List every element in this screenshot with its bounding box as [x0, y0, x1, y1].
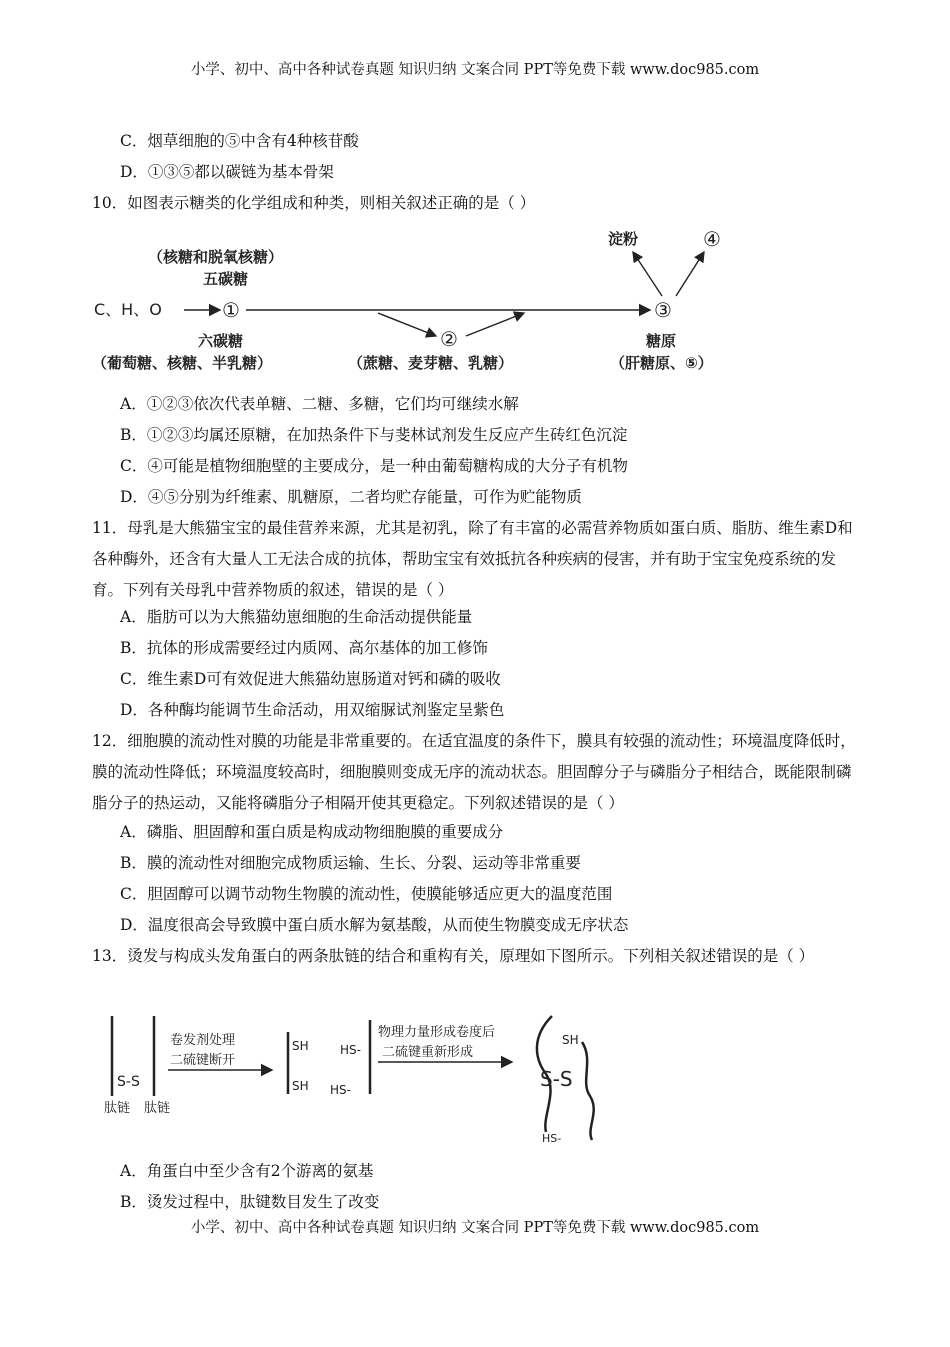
q11-option-b: B．抗体的形成需要经过内质网、高尔基体的加工修饰	[120, 639, 488, 657]
q12-option-b: B．膜的流动性对细胞完成物质运输、生长、分裂、运动等非常重要	[120, 854, 581, 872]
step1-text-a: 卷发剂处理	[170, 1033, 236, 1048]
arrow-3-to-4	[676, 252, 704, 296]
chain-label-1: 肽链	[104, 1101, 131, 1116]
arrow-2-to-3	[466, 313, 524, 336]
hs-label-3: HS-	[542, 1132, 562, 1145]
page-header: 小学、初中、高中各种试卷真题 知识归纳 文案合同 PPT等免费下载 www.doc985.com	[190, 62, 760, 78]
q11-option-c: C．维生素D可有效促进大熊猫幼崽肠道对钙和磷的吸收	[120, 670, 501, 688]
q11-option-a: A．脂肪可以为大熊猫幼崽细胞的生命活动提供能量	[120, 608, 473, 626]
q11-stem: 11．母乳是大熊猫宝宝的最佳营养来源，尤其是初乳，除了有丰富的必需营养物质如蛋白质、脂肪、维生素D和各种酶外，还含有大量人工无法合成的抗体，帮助宝宝有效抵抗各种疾病的侵害，并有助于宝宝免疫系统的发育。下列有关母乳中营养物质的叙述，错误的是（ ）	[92, 519, 853, 599]
q13-option-a: A．角蛋白中至少含有2个游离的氨基	[120, 1162, 374, 1180]
q10-stem: 10．如图表示糖类的化学组成和种类，则相关叙述正确的是（ ）	[92, 194, 536, 212]
diagram-glycogen-note: （肝糖原、⑤）	[610, 354, 713, 372]
q13-option-b: B．烫发过程中，肽键数目发生了改变	[120, 1193, 380, 1211]
q12-option-a: A．磷脂、胆固醇和蛋白质是构成动物细胞膜的重要成分	[120, 823, 504, 841]
q12-option-d: D．温度很高会导致膜中蛋白质水解为氨基酸，从而使生物膜变成无序状态	[120, 916, 629, 934]
q9-option-d: D．①③⑤都以碳链为基本骨架	[120, 163, 334, 181]
diagram-starch: 淀粉	[608, 230, 639, 248]
disulfide-label-1: S-S	[117, 1074, 140, 1090]
page-footer: 小学、初中、高中各种试卷真题 知识归纳 文案合同 PPT等免费下载 www.doc985.com	[190, 1220, 760, 1236]
sh-label-1: SH	[292, 1039, 309, 1053]
q10-option-b: B．①②③均属还原糖，在加热条件下与斐林试剂发生反应产生砖红色沉淀	[120, 426, 628, 444]
q11-option-d: D．各种酶均能调节生命活动，用双缩脲试剂鉴定呈紫色	[120, 701, 505, 719]
diagram-glycogen: 糖原	[646, 332, 677, 350]
q10-option-d: D．④⑤分别为纤维素、肌糖原，二者均贮存能量，可作为贮能物质	[120, 488, 582, 506]
sugar-classification-diagram	[88, 222, 768, 382]
sh-label-3: SH	[562, 1033, 579, 1047]
diagram-six-carbon: 六碳糖	[198, 332, 244, 350]
q12-option-c: C．胆固醇可以调节动物生物膜的流动性，使膜能够适应更大的温度范围	[120, 885, 613, 903]
curled-chain-right	[582, 1042, 594, 1140]
step2-text-b: 二硫键重新形成	[382, 1045, 474, 1060]
node-4: ④	[703, 227, 721, 251]
sh-label-2: SH	[292, 1079, 309, 1093]
diagram-source: C、H、O	[94, 300, 162, 319]
chain-label-2: 肽链	[144, 1101, 171, 1116]
step1-text-b: 二硫键断开	[170, 1053, 236, 1068]
q12-stem: 12．细胞膜的流动性对膜的功能是非常重要的。在适宜温度的条件下，膜具有较强的流动性；环境温度降低时，膜的流动性降低；环境温度较高时，细胞膜则变成无序的流动状态。胆固醇分子与磷脂分子相结合，既能限制磷脂分子的热运动，又能将磷脂分子相隔开使其更稳定。下列叙述错误的是（ ）	[92, 732, 856, 812]
arrow-1-to-2	[378, 313, 436, 336]
diagram-five-carbon-note: （核糖和脱氧核糖）	[148, 248, 284, 266]
diagram-five-carbon: 五碳糖	[203, 270, 249, 288]
node-3: ③	[654, 298, 672, 322]
q13-stem: 13．烫发与构成头发角蛋白的两条肽链的结合和重构有关，原理如下图所示。下列相关叙述错误的是（ ）	[92, 947, 815, 965]
arrow-3-to-starch	[633, 252, 662, 296]
q10-option-c: C．④可能是植物细胞壁的主要成分，是一种由葡萄糖构成的大分子有机物	[120, 457, 628, 475]
hs-label-2: HS-	[330, 1083, 351, 1097]
diagram-di-note: （蔗糖、麦芽糖、乳糖）	[348, 354, 514, 372]
diagram-six-carbon-note: （葡萄糖、核糖、半乳糖）	[92, 354, 273, 372]
q10-option-a: A．①②③依次代表单糖、二糖、多糖，它们均可继续水解	[120, 395, 519, 413]
step2-text-a: 物理力量形成卷度后	[378, 1025, 496, 1040]
disulfide-label-2: S-S	[540, 1067, 573, 1091]
node-2: ②	[440, 327, 458, 351]
hair-perm-diagram	[100, 1012, 620, 1147]
node-1: ①	[222, 298, 240, 322]
q9-option-c: C．烟草细胞的⑤中含有4种核苷酸	[120, 132, 359, 150]
hs-label-1: HS-	[340, 1043, 361, 1057]
